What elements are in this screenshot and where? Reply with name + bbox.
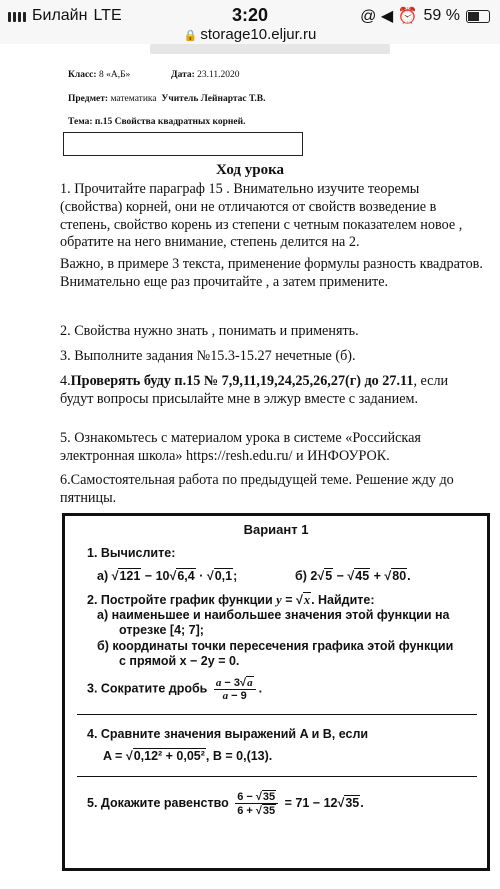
task-5: 5. Докажите равенство $\frac{6 - √35}{6 + √35}$ = 71 − 12√35. — [87, 791, 364, 817]
url-text: storage10.eljur.ru — [200, 26, 317, 43]
date-label: Дата: — [171, 70, 195, 80]
task-4-a-label: A = — [103, 749, 123, 763]
topic-label: Тема: — [68, 117, 93, 127]
lesson-step-5: 5. Ознакомьтесь с материалом урока в системе «Российская электронная школа» https://resh.edu.ru/ и ИНФОУРОК. — [60, 430, 421, 464]
network-type: LTE — [93, 7, 122, 24]
task-2b-line1: б) координаты точки пересечения графика этой функции — [97, 639, 454, 653]
lesson-step-2: 2. Свойства нужно знать , понимать и применять. — [60, 323, 359, 339]
task-2-prefix: 2. Постройте график функции — [87, 593, 273, 607]
lock-icon: 🔒 — [183, 30, 198, 42]
task-1a: а) √121 − 10√6,4 · √0,1; — [97, 569, 238, 583]
meta-topic — [68, 117, 245, 127]
lesson-step-4 — [60, 373, 485, 409]
address-bar[interactable] — [0, 26, 500, 43]
task-1b-label: б) — [295, 569, 307, 583]
variant-card — [62, 513, 490, 871]
task-1a-label: а) — [97, 569, 109, 583]
carrier-name: Билайн — [32, 7, 88, 24]
empty-box — [63, 132, 303, 156]
step-4-rest: , если будут вопросы присылайте мне в элжур вместе с заданием. — [60, 373, 449, 407]
divider-1 — [77, 714, 477, 715]
task-4-line2: A = √0,12² + 0,05², B = 0,(13). — [103, 749, 273, 763]
status-bar — [0, 0, 500, 44]
divider-2 — [77, 776, 477, 777]
date-value: 23.11.2020 — [197, 70, 240, 80]
task-3-fraction: $\frac{a - 3√a}{a - 9}$ — [214, 676, 256, 702]
class-value: 8 «А,Б» — [98, 70, 131, 80]
class-label: Класс: — [68, 70, 97, 80]
task-2b-line2: с прямой x − 2y = 0. — [119, 654, 240, 668]
task-4-line1: 4. Сравните значения выражений A и B, если — [87, 727, 369, 741]
lesson-title: Ход урока — [215, 162, 285, 178]
battery-icon — [466, 10, 490, 23]
task-1b: б) 2√5 − √45 + √80. — [295, 569, 411, 583]
step-4-number: 4. — [60, 373, 71, 389]
status-icons: @ ◀ ⏰ — [360, 8, 418, 25]
task-3: 3. Сократите дробь $\frac{a - 3√a}{a - 9}$ . — [87, 677, 263, 702]
meta-class-date — [68, 70, 240, 80]
cropped-heading — [150, 44, 390, 54]
teacher-label: Учитель — [161, 94, 199, 104]
subject-label: Предмет: — [68, 94, 109, 104]
task-5-label: 5. Докажите равенство — [87, 795, 229, 810]
variant-title: Вариант 1 — [243, 522, 309, 537]
subject-value: математика — [110, 94, 157, 104]
task-4-b-value: , B = 0,(13). — [205, 749, 273, 763]
lesson-step-6: 6.Самостоятельная работа по предыдущей теме. Решение жду до пятницы. — [60, 472, 454, 506]
task-2a-line1: а) наименьшее и наибольшее значения этой функции на — [97, 608, 450, 622]
battery-percent: 59 % — [423, 7, 460, 24]
lesson-step-1: 1. Прочитайте параграф 15 . Внимательно изучите теоремы (свойства) корней, они не отличаются от свойств возведение в степень, свойство корень из степени с четным показателем новое , обратите на него внимание, степень делится на 2. — [60, 181, 463, 251]
task-5-rhs: = 71 − 12 — [284, 795, 338, 810]
task-3-label: 3. Сократите дробь — [87, 681, 208, 696]
meta-subject — [68, 94, 265, 104]
teacher-value: Лейнартас Т.В. — [200, 94, 266, 104]
clock: 3:20 — [231, 5, 269, 25]
task-2-suffix: . Найдите: — [311, 593, 375, 607]
lesson-note: Важно, в примере 3 текста, применение формулы разность квадратов. Внимательно еще раз прочитайте , а затем примените. — [60, 256, 483, 290]
task-5-fraction: $\frac{6 - √35}{6 + √35}$ — [235, 790, 278, 817]
step-4-bold: Проверять буду п.15 № 7,9,11,19,24,25,26,27(г) до 27.11 — [70, 373, 414, 389]
status-indicators — [360, 6, 490, 26]
task-1: 1. Вычислите: — [87, 546, 176, 560]
lesson-step-3: 3. Выполните задания №15.3-15.27 нечетные (б). — [60, 348, 356, 364]
task-2a-line2: отрезке [4; 7]; — [119, 623, 204, 637]
task-2: 2. Постройте график функции y = √x. Найдите: — [87, 593, 375, 607]
topic-value: п.15 Свойства квадратных корней. — [94, 117, 246, 127]
